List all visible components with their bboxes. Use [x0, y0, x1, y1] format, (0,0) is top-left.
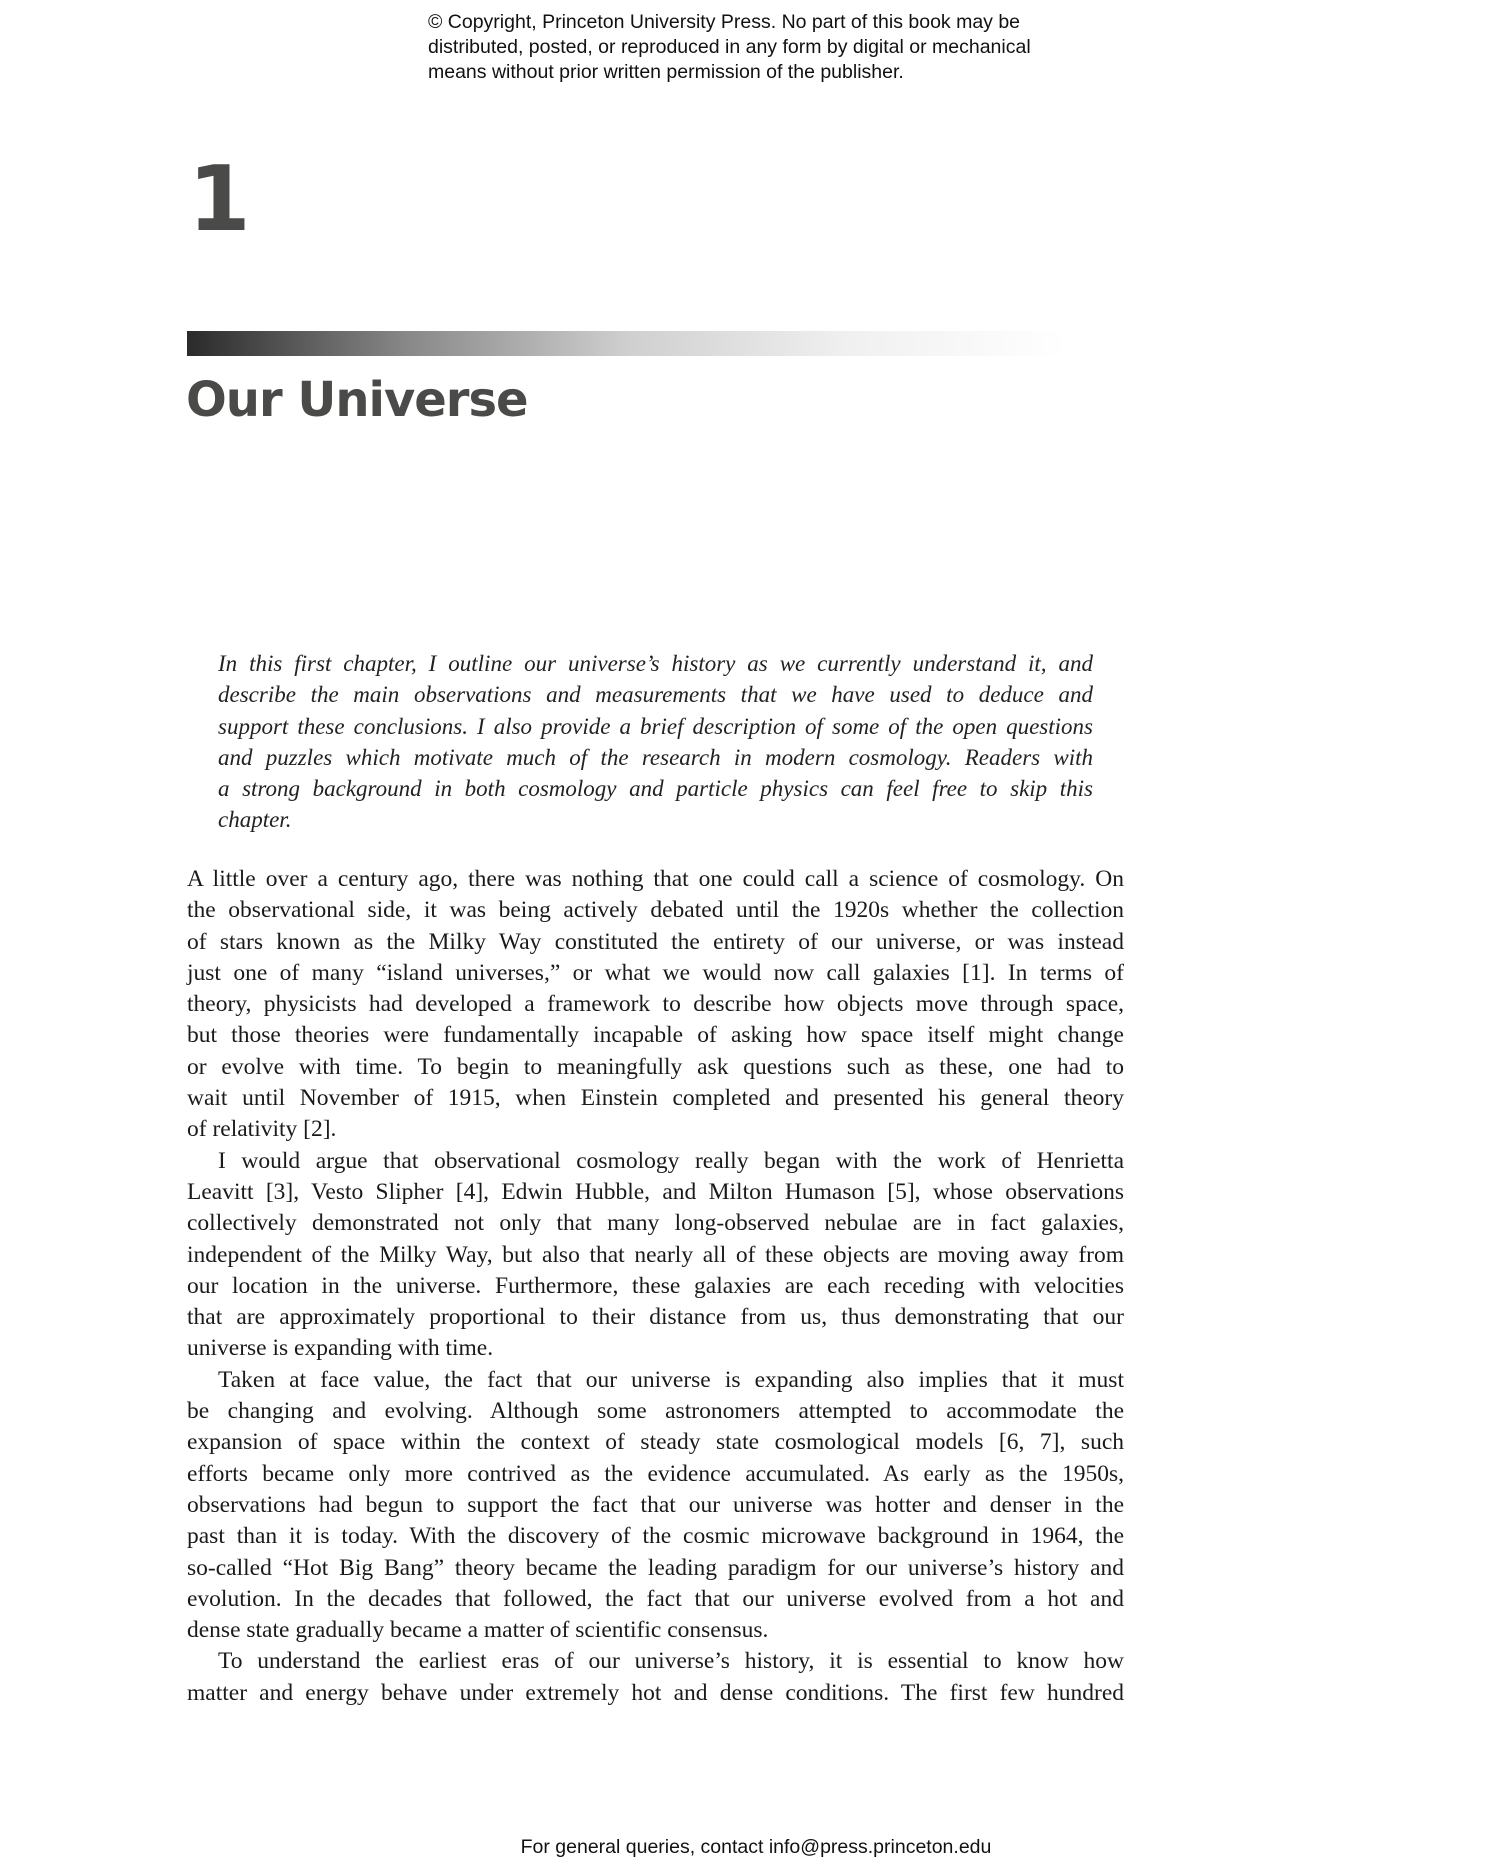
- body-line: efforts became only more contrived as the evidence accumulated. As early as the 1950s,: [187, 1460, 1124, 1487]
- body-line: Leavitt [3], Vesto Slipher [4], Edwin Hubble, and Milton Humason [5], whose observations: [187, 1178, 1124, 1205]
- body-text: [187, 864, 1124, 1709]
- copyright-notice: [428, 10, 1031, 85]
- body-line: dense state gradually became a matter of scientific consensus.: [187, 1617, 769, 1644]
- body-line: but those theories were fundamentally incapable of asking how space itself might change: [187, 1022, 1124, 1049]
- body-line: Taken at face value, the fact that our universe is expanding also implies that it must: [218, 1366, 1124, 1393]
- body-line: that are approximately proportional to their distance from us, thus demonstrating that our: [187, 1304, 1124, 1331]
- body-line: or evolve with time. To begin to meaningfully ask questions such as these, one had to: [187, 1053, 1124, 1080]
- copyright-line: distributed, posted, or reproduced in any form by digital or mechanical: [428, 36, 1031, 58]
- body-line: collectively demonstrated not only that many long-observed nebulae are in fact galaxies,: [187, 1210, 1124, 1237]
- body-line: A little over a century ago, there was nothing that one could call a science of cosmology. On: [187, 866, 1124, 892]
- abstract-line: and puzzles which motivate much of the research in modern cosmology. Readers with: [218, 744, 1093, 770]
- abstract-line: support these conclusions. I also provide a brief description of some of the open questions: [218, 713, 1093, 739]
- body-line: the observational side, it was being actively debated until the 1920s whether the collection: [187, 897, 1124, 924]
- body-line: universe is expanding with time.: [187, 1335, 494, 1362]
- body-line: past than it is today. With the discovery of the cosmic microwave background in 1964, the: [187, 1523, 1124, 1550]
- chapter-abstract: [218, 648, 1093, 836]
- body-line: our location in the universe. Furthermore, these galaxies are each receding with velocities: [187, 1272, 1124, 1299]
- chapter-title: Our Universe: [186, 372, 528, 428]
- copyright-line: © Copyright, Princeton University Press. No part of this book may be: [428, 11, 1021, 33]
- body-line: be changing and evolving. Although some astronomers attempted to accommodate the: [187, 1398, 1124, 1425]
- chapter-number: 1: [188, 147, 247, 252]
- body-line: wait until November of 1915, when Einstein completed and presented his general theory: [187, 1085, 1124, 1112]
- abstract-line: In this first chapter, I outline our universe’s history as we currently understand it, and: [218, 651, 1093, 676]
- footer-contact: For general queries, contact info@press.princeton.edu: [520, 1836, 992, 1858]
- body-line: I would argue that observational cosmology really began with the work of Henrietta: [218, 1147, 1124, 1174]
- body-line: expansion of space within the context of steady state cosmological models [6, 7], such: [187, 1429, 1124, 1456]
- body-line: matter and energy behave under extremely hot and dense conditions. The first few hundred: [187, 1679, 1124, 1706]
- chapter-gradient-rule: [187, 331, 1067, 356]
- body-line: of stars known as the Milky Way constituted the entirety of our universe, or was instead: [187, 928, 1124, 955]
- body-line: theory, physicists had developed a framework to describe how objects move through space,: [187, 991, 1124, 1018]
- footer: [0, 1836, 1500, 1859]
- body-line: so-called “Hot Big Bang” theory became the leading paradigm for our universe’s history and: [187, 1554, 1124, 1581]
- abstract-line: chapter.: [218, 807, 292, 833]
- body-line: of relativity [2].: [187, 1116, 337, 1143]
- body-line: independent of the Milky Way, but also that nearly all of these objects are moving away from: [187, 1241, 1124, 1268]
- body-line: just one of many “island universes,” or what we would now call galaxies [1]. In terms of: [187, 959, 1124, 986]
- body-line: To understand the earliest eras of our universe’s history, it is essential to know how: [218, 1648, 1124, 1675]
- body-line: evolution. In the decades that followed, the fact that our universe evolved from a hot and: [187, 1585, 1124, 1612]
- abstract-line: describe the main observations and measurements that we have used to deduce and: [218, 682, 1093, 708]
- body-line: observations had begun to support the fact that our universe was hotter and denser in the: [187, 1491, 1124, 1518]
- copyright-line: means without prior written permission of the publisher.: [428, 61, 904, 83]
- abstract-line: a strong background in both cosmology and particle physics can feel free to skip this: [218, 776, 1093, 802]
